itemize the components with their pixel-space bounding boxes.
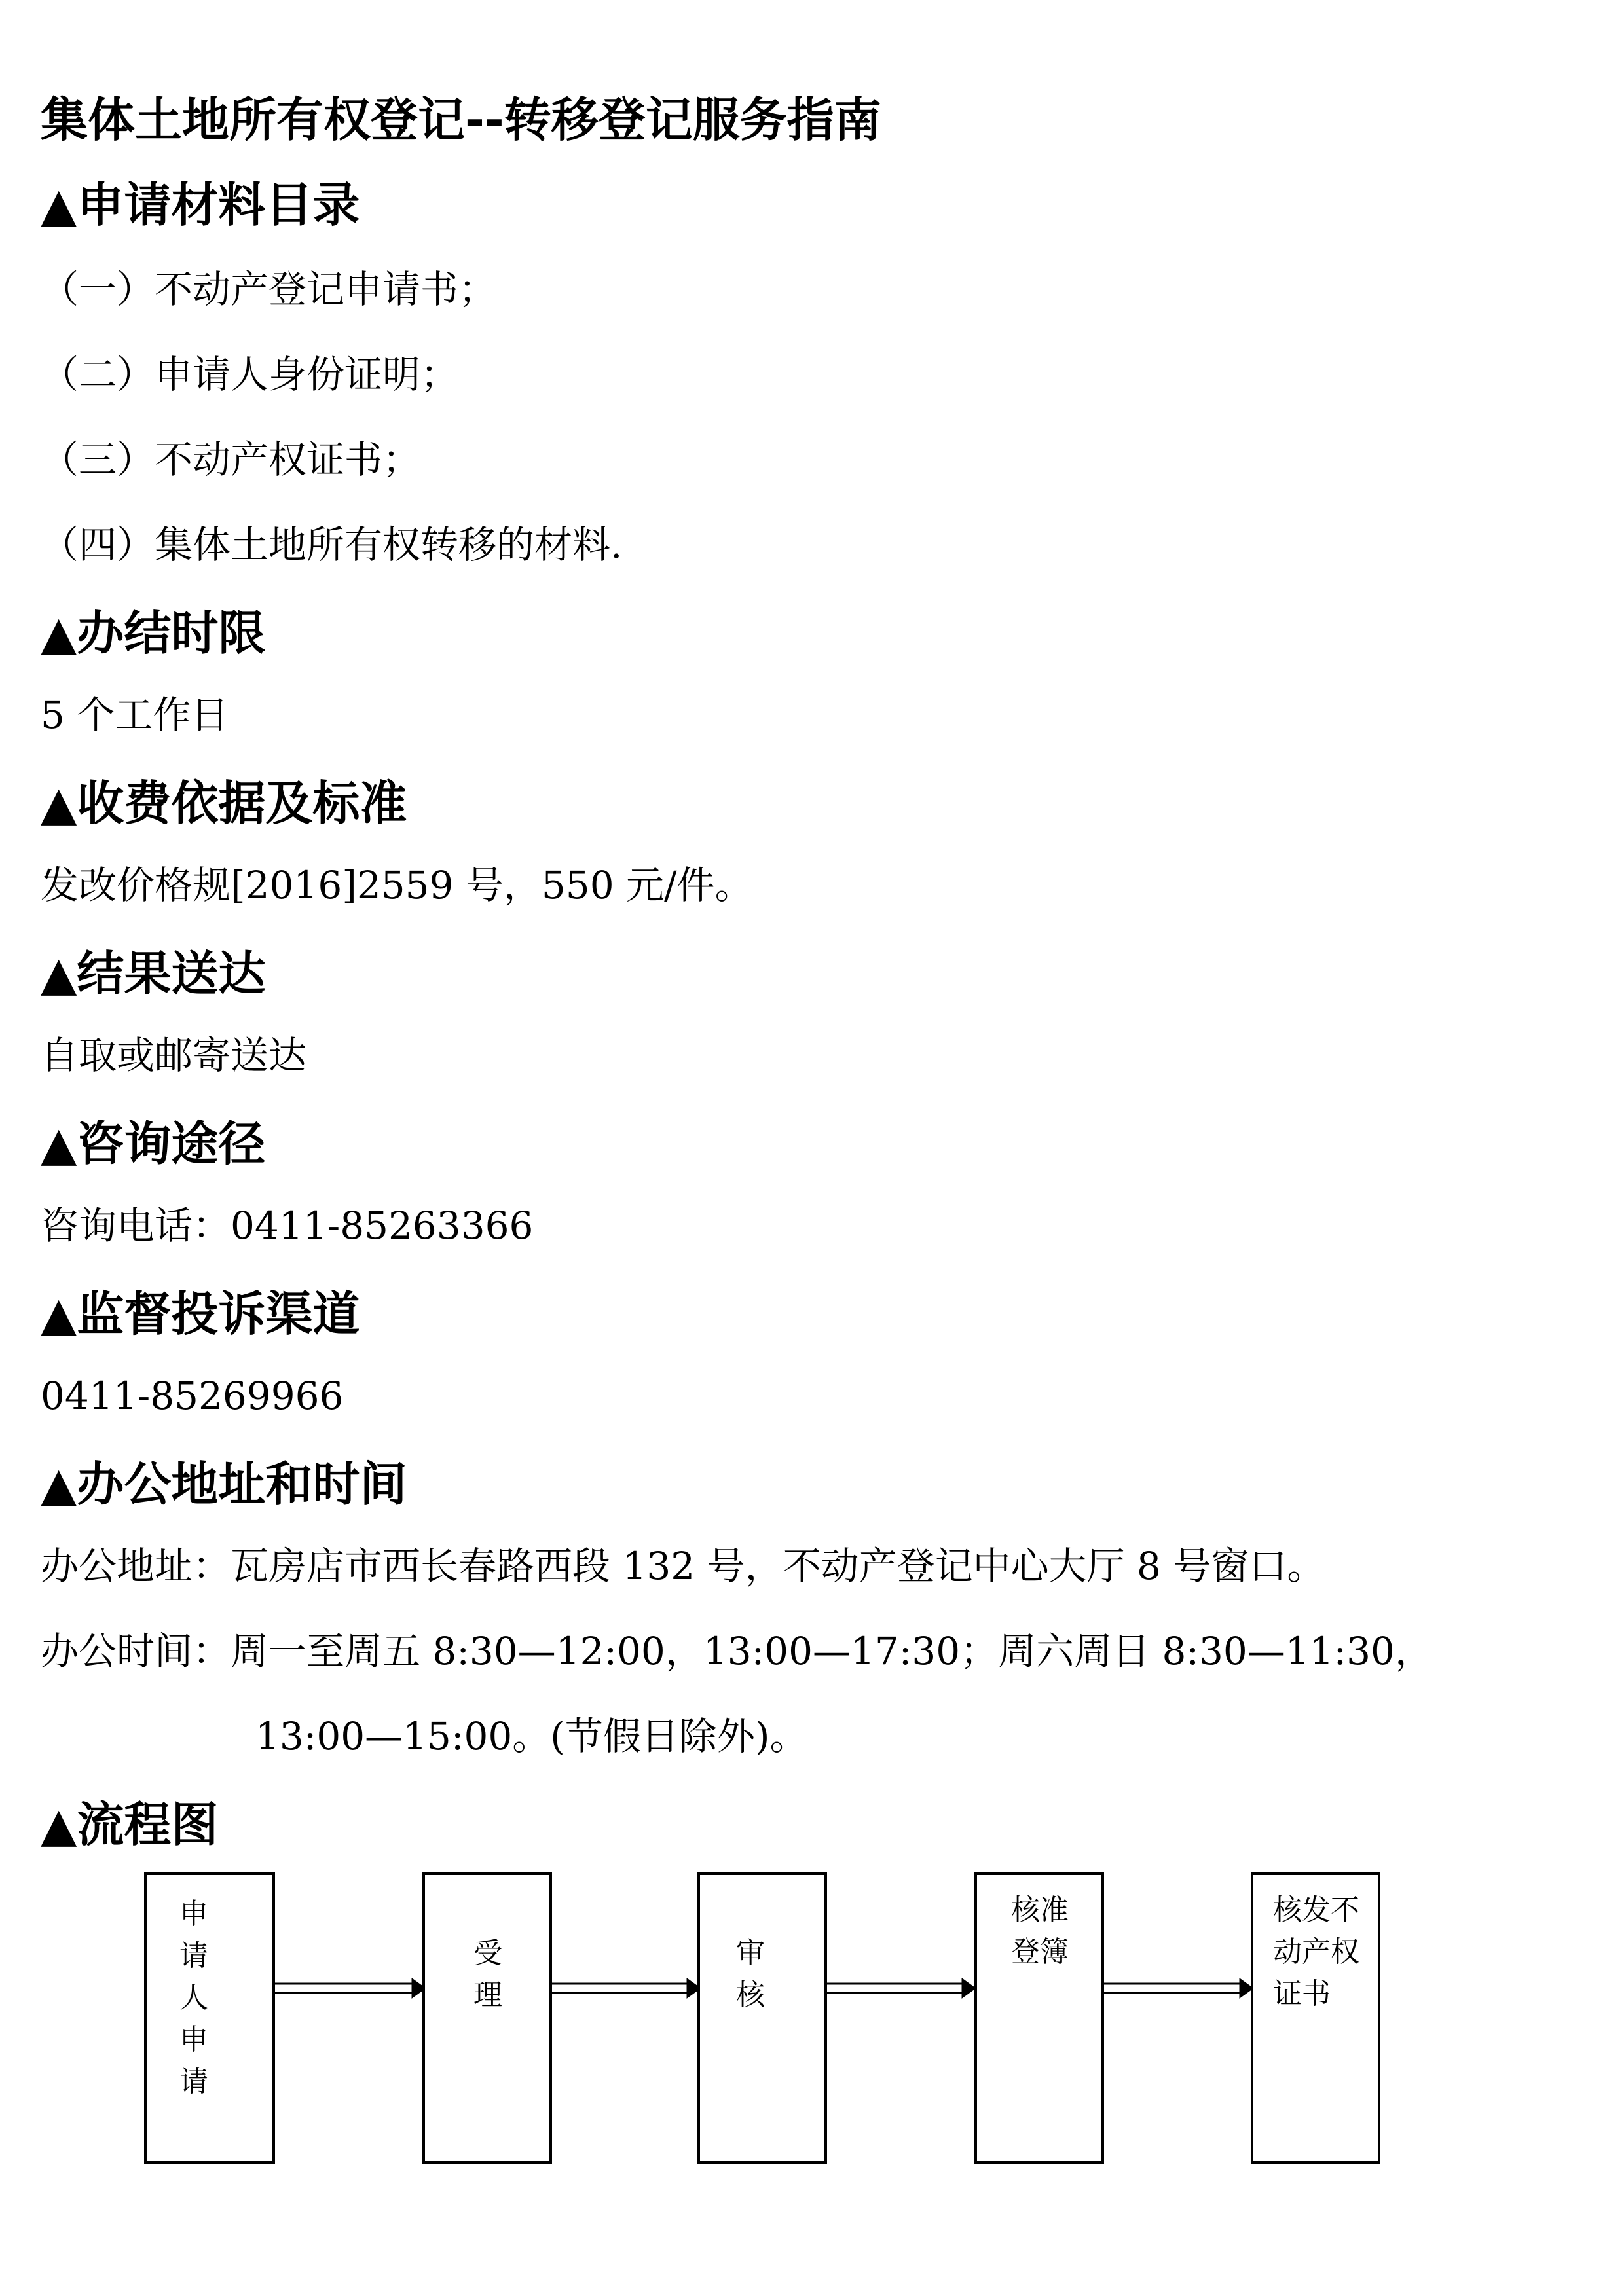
section-heading-consult: ▲咨询途径 bbox=[41, 1116, 266, 1171]
material-item-3: （三）不动产权证书； bbox=[41, 437, 421, 482]
section-heading-complaint: ▲监督投诉渠道 bbox=[41, 1286, 360, 1341]
material-item-2: （二）申请人身份证明； bbox=[41, 352, 459, 397]
section-heading-time-limit: ▲办结时限 bbox=[41, 606, 266, 661]
flow-node-issue-label: 核发不 动产权 证书 bbox=[1273, 1893, 1359, 2011]
section-heading-flowchart: ▲流程图 bbox=[41, 1797, 219, 1852]
complaint-phone-text: 0411-85269966 bbox=[41, 1374, 344, 1418]
flow-node-accept-label: 受 理 bbox=[473, 1937, 502, 2012]
section-heading-office: ▲办公地址和时间 bbox=[41, 1457, 407, 1512]
flow-node-review bbox=[697, 1872, 827, 2164]
section-heading-fees: ▲收费依据及标准 bbox=[41, 776, 407, 831]
arrow-2 bbox=[550, 1980, 699, 1997]
flow-node-issue bbox=[1251, 1872, 1380, 2164]
office-address-text: 办公地址：瓦房店市西长春路西段 132 号，不动产登记中心大厅 8 号窗口。 bbox=[41, 1544, 1325, 1588]
arrow-3 bbox=[826, 1980, 974, 1997]
fees-text: 发改价格规[2016]2559 号，550 元/件。 bbox=[41, 863, 753, 907]
time-limit-text: 5 个工作日 bbox=[41, 693, 229, 737]
document-title: 集体土地所有权登记--转移登记服务指南 bbox=[41, 92, 881, 147]
flow-node-apply-label: 申 请 人 申 请 bbox=[179, 1897, 208, 2098]
flow-node-apply bbox=[144, 1872, 275, 2164]
flowchart bbox=[0, 1872, 1624, 2187]
material-item-4: （四）集体土地所有权转移的材料. bbox=[41, 522, 623, 567]
flow-node-accept bbox=[422, 1872, 552, 2164]
section-heading-materials: ▲申请材料目录 bbox=[41, 177, 360, 232]
flow-node-register-label: 核准 登簿 bbox=[1011, 1893, 1069, 1969]
arrow-1 bbox=[275, 1980, 424, 1997]
office-hours-line-2: 13:00—15:00。(节假日除外)。 bbox=[255, 1714, 808, 1758]
section-heading-delivery: ▲结果送达 bbox=[41, 946, 266, 1001]
arrow-4 bbox=[1104, 1980, 1252, 1997]
flow-node-register bbox=[974, 1872, 1104, 2164]
material-item-1: （一）不动产登记申请书； bbox=[41, 267, 497, 312]
flow-node-review-label: 审 核 bbox=[736, 1937, 765, 2012]
office-hours-line-1: 办公时间：周一至周五 8:30—12:00，13:00—17:30；周六周日 8:30—11:30， bbox=[41, 1629, 1433, 1673]
delivery-text: 自取或邮寄送达 bbox=[41, 1033, 307, 1078]
consult-phone-text: 咨询电话：0411-85263366 bbox=[41, 1203, 534, 1248]
